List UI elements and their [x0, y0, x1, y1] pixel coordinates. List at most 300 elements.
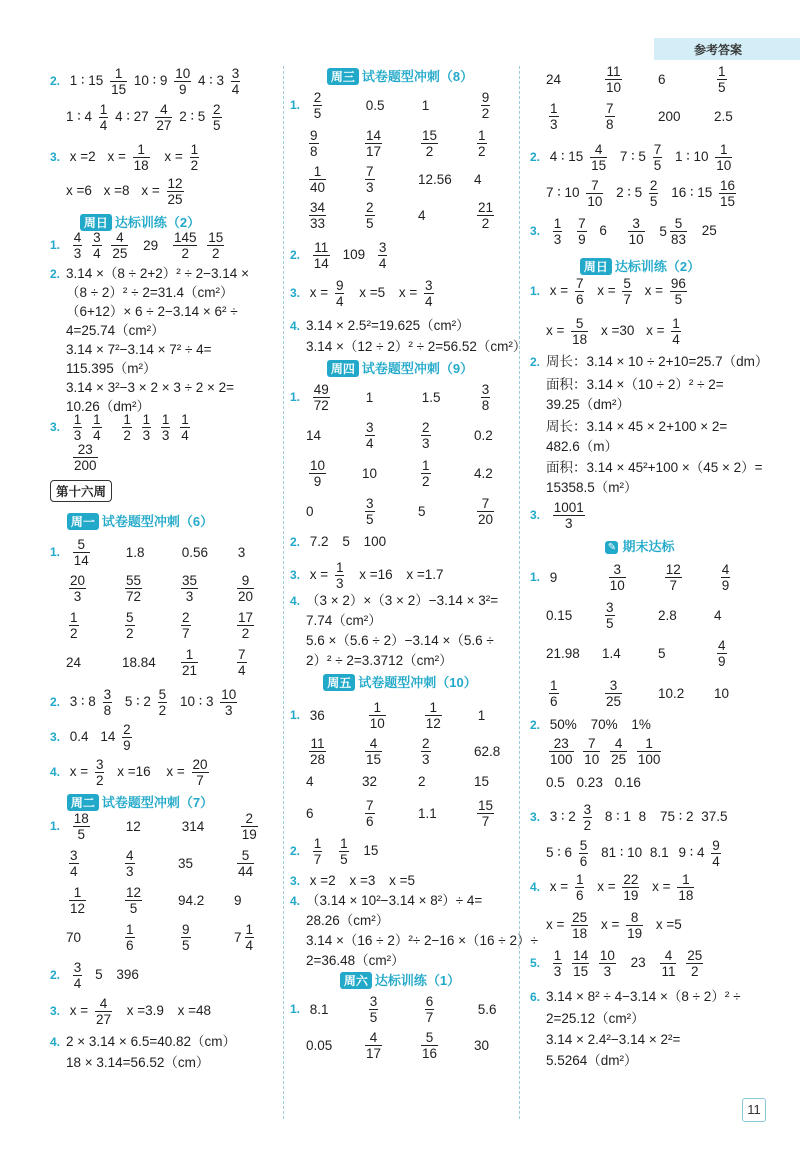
denominator: 5	[718, 80, 726, 95]
value: 12	[125, 819, 141, 834]
numerator: 1	[93, 412, 101, 427]
value: 1.4	[602, 646, 621, 661]
denominator: 10	[716, 158, 732, 173]
calc-line: （8 ÷ 2）² ÷ 2=31.4（cm²）	[66, 285, 234, 300]
numerator: 1	[715, 142, 732, 158]
fraction	[212, 102, 222, 133]
fraction	[122, 412, 132, 443]
answer-row	[66, 922, 290, 953]
answer-cell	[478, 90, 534, 121]
numerator: 1	[553, 948, 562, 963]
numerator: 7	[366, 164, 374, 179]
week-label: 第十六周	[50, 480, 112, 502]
denominator: 6	[550, 694, 558, 709]
fraction	[335, 278, 345, 309]
denominator: 72	[313, 398, 329, 413]
fraction	[721, 562, 731, 593]
fraction	[158, 687, 168, 718]
denominator: 7	[481, 814, 490, 829]
numerator: 5	[623, 276, 631, 291]
day-tag: 周五	[323, 674, 355, 691]
numerator: 9	[481, 90, 490, 105]
fraction	[220, 687, 237, 718]
day-tag: 周日	[80, 214, 112, 231]
equation: x =	[309, 567, 329, 583]
denominator: 5	[313, 106, 322, 121]
value: 0.5	[546, 775, 565, 790]
question-number: 2.	[50, 695, 61, 710]
question-number: 3.	[50, 420, 61, 435]
question-number: 1.	[50, 545, 61, 560]
denominator: 100	[550, 752, 573, 767]
numerator: 4	[95, 996, 112, 1012]
denominator: 4	[73, 976, 82, 991]
fraction	[649, 178, 659, 209]
question-number: 1.	[290, 390, 301, 405]
fraction	[622, 276, 632, 307]
numerator: 2	[182, 610, 190, 625]
value: 25	[701, 223, 717, 239]
equation: x =1.7	[406, 567, 444, 583]
answer-row	[66, 885, 290, 916]
numerator: 3	[103, 687, 112, 702]
answer-line	[530, 216, 717, 247]
numerator: 12	[167, 176, 183, 191]
numerator: 11	[310, 736, 325, 751]
numerator: 12	[665, 562, 681, 577]
fraction	[599, 948, 616, 979]
numerator: 1	[550, 678, 558, 693]
numerator: 1	[637, 736, 662, 752]
answer-line	[546, 736, 664, 767]
denominator: 17	[366, 1046, 382, 1061]
answer-line	[50, 1033, 236, 1051]
answer-cell	[474, 496, 530, 527]
numerator: 20	[70, 573, 86, 588]
numerator: 5	[73, 537, 90, 553]
fraction	[553, 948, 563, 979]
value: 0.23	[576, 775, 603, 790]
answer-row	[546, 678, 770, 709]
fraction	[365, 1030, 382, 1061]
denominator: 2	[478, 144, 486, 159]
numerator: 17	[238, 610, 254, 625]
section-heading	[320, 672, 480, 691]
numerator: 3	[425, 278, 433, 293]
numerator: 3	[583, 802, 592, 817]
denominator: 19	[241, 827, 257, 842]
fraction	[73, 811, 90, 842]
fraction	[237, 647, 247, 678]
numerator: 7	[578, 216, 586, 231]
answer-row	[306, 1030, 530, 1061]
fraction	[711, 838, 721, 869]
equation: x =16	[359, 567, 393, 583]
denominator: 4	[231, 82, 240, 97]
answer-row	[546, 64, 770, 95]
fraction	[605, 600, 615, 631]
value: 109	[342, 247, 366, 263]
denominator: 3	[422, 752, 430, 767]
fraction	[309, 458, 326, 489]
value: 5	[95, 967, 103, 983]
denominator: 18	[572, 332, 588, 347]
numerator: 9	[310, 128, 318, 143]
fraction	[161, 412, 171, 443]
answer-line	[290, 892, 482, 910]
fraction	[421, 736, 431, 767]
fraction	[575, 276, 585, 307]
fraction	[549, 101, 559, 132]
denominator: 15	[111, 82, 127, 97]
answer-line	[50, 960, 139, 991]
equation: x =	[546, 323, 565, 339]
answer-cell	[474, 798, 530, 829]
numerator: 15	[422, 128, 438, 143]
equation: x =6	[66, 183, 92, 199]
numerator: 1	[677, 872, 694, 888]
denominator: 4	[181, 428, 189, 443]
fraction	[181, 922, 191, 953]
ratio: 7 ∶ 10	[546, 185, 580, 201]
denominator: 11	[661, 964, 676, 979]
value: 100	[363, 534, 387, 549]
question-number: 4.	[290, 894, 301, 908]
answer-cell	[306, 128, 362, 159]
answer-line	[50, 687, 240, 718]
fraction	[369, 700, 386, 731]
equation: x =8	[103, 183, 130, 199]
numerator: 25	[687, 948, 703, 963]
value: 1	[477, 708, 486, 723]
fraction	[309, 164, 326, 195]
numerator: 145	[173, 230, 197, 245]
numerator: 2	[366, 200, 374, 215]
fraction	[173, 230, 198, 261]
value: 23	[630, 955, 646, 971]
calc-line: （6+12）× 6 ÷ 2−3.14 × 6² ÷	[66, 304, 238, 319]
section-heading	[320, 66, 480, 85]
numerator: 4	[73, 230, 82, 245]
fraction	[571, 910, 588, 941]
answer-cell	[418, 458, 474, 489]
answer-cell	[66, 573, 122, 604]
value: 4	[306, 773, 314, 789]
fraction	[477, 200, 494, 231]
numerator: 4	[365, 1030, 382, 1046]
answer-line	[546, 910, 682, 941]
fraction	[73, 412, 83, 443]
value: 4	[714, 608, 722, 623]
answer-line	[290, 592, 498, 610]
answer-cell	[70, 537, 126, 568]
answer-cell	[362, 200, 418, 231]
calc-line: 7.74（cm²）	[306, 613, 382, 628]
denominator: 3	[366, 180, 374, 195]
question-number: 3.	[530, 810, 541, 825]
answer-cell	[122, 573, 178, 604]
denominator: 2	[690, 964, 699, 979]
calc-line: 5.5264（dm²）	[546, 1053, 638, 1068]
question-number: 3.	[290, 286, 301, 301]
numerator: 7	[606, 101, 614, 116]
ratio: 1 ∶ 4	[66, 109, 93, 125]
denominator: 4	[335, 294, 344, 309]
answer-cell	[418, 420, 474, 451]
ratio: 1 ∶ 10	[674, 149, 709, 165]
value: 14	[100, 729, 116, 745]
denominator: 27	[156, 118, 172, 133]
fraction	[378, 240, 388, 271]
answer-line	[290, 533, 386, 551]
value: 70%	[590, 717, 618, 732]
calc-line: 2）² ÷ 2=3.3712（cm²）	[306, 653, 453, 668]
fraction	[628, 216, 645, 247]
answer-cell	[70, 811, 126, 842]
denominator: 5	[366, 512, 374, 527]
question-number: 3.	[530, 224, 541, 239]
equation: x =5	[359, 285, 386, 301]
answer-row	[306, 128, 530, 159]
numerator: 4	[718, 638, 726, 653]
denominator: 2	[181, 246, 189, 261]
ratio: 4 ∶ 27	[115, 109, 149, 125]
numerator: 1	[181, 412, 189, 427]
ratio: 8 ∶ 1	[604, 809, 631, 825]
answer-cell	[602, 678, 658, 709]
denominator: 18	[678, 888, 694, 903]
question-number: 3.	[50, 1004, 61, 1019]
answer-line	[50, 265, 249, 283]
question-number: 6.	[530, 990, 541, 1004]
denominator: 4	[672, 332, 680, 347]
ratio: 2 ∶ 5	[616, 185, 643, 201]
answer-cell	[366, 994, 422, 1025]
value: 0.05	[306, 1038, 333, 1053]
denominator: 8	[606, 117, 614, 132]
value: 5	[658, 646, 666, 661]
denominator: 2	[481, 106, 490, 121]
numerator: 3	[609, 562, 626, 578]
denominator: 9	[178, 82, 187, 97]
numerator: 7	[575, 276, 584, 291]
denominator: 15	[720, 194, 736, 209]
numerator: 3	[70, 848, 78, 863]
value: 1	[365, 390, 374, 405]
answer-line	[290, 872, 415, 890]
numerator: 1	[335, 560, 344, 575]
numerator: 1	[309, 164, 326, 180]
calc-line: 4=25.74（cm²）	[66, 323, 165, 338]
value: 62.8	[474, 744, 501, 759]
equation: x =	[644, 283, 664, 299]
equation: x =	[107, 149, 126, 165]
denominator: 2	[583, 818, 592, 833]
denominator: 7	[425, 1010, 434, 1025]
answer-row	[306, 798, 530, 829]
answer-row	[546, 101, 770, 132]
numerator: 15	[478, 798, 494, 813]
fraction	[579, 838, 589, 869]
section-heading	[560, 536, 720, 555]
fraction	[670, 216, 687, 247]
numerator: 1	[550, 101, 558, 116]
numerator: 15	[208, 230, 224, 245]
answer-row	[50, 537, 294, 568]
denominator: 5	[182, 938, 190, 953]
answer-line	[530, 353, 768, 371]
numerator: 3	[366, 420, 374, 435]
calc-line: 15358.5（m²）	[546, 480, 638, 495]
calc-line: 2 × 3.14 × 6.5=40.82（cm）	[66, 1034, 236, 1049]
denominator: 5	[129, 901, 138, 916]
value: 12.56	[418, 172, 452, 187]
ratio: 10 ∶ 3	[179, 694, 214, 710]
value: 200	[658, 109, 681, 124]
fraction	[717, 64, 727, 95]
answer-line	[290, 836, 378, 867]
fraction	[605, 101, 615, 132]
value: 10	[714, 686, 730, 701]
calc-line: 3.14 × 2.5²=19.625（cm²）	[306, 318, 470, 333]
fraction	[167, 176, 184, 207]
numerator: 1	[123, 412, 131, 427]
fraction	[481, 382, 491, 413]
answer-row	[306, 772, 530, 790]
fraction	[245, 922, 255, 953]
denominator: 83	[670, 232, 686, 247]
ratio: 16 ∶ 15	[671, 185, 713, 201]
numerator: 7	[366, 798, 374, 813]
fraction	[69, 885, 86, 916]
value: 2.5	[714, 109, 733, 124]
numerator: 3	[605, 678, 622, 694]
value: 50%	[549, 717, 577, 732]
value: 18.84	[122, 655, 156, 670]
answer-cell	[178, 573, 234, 604]
value: 1%	[631, 717, 651, 732]
denominator: 9	[123, 738, 131, 753]
fraction	[677, 872, 694, 903]
value: 94.2	[178, 893, 205, 908]
numerator: 9	[712, 838, 720, 853]
denominator: 4	[425, 294, 433, 309]
value: 9	[234, 893, 242, 908]
numerator: 3	[366, 496, 374, 511]
ratio: 3 ∶ 2	[549, 809, 576, 825]
question-number: 1.	[50, 238, 61, 253]
question-number: 2.	[50, 267, 61, 281]
denominator: 5	[606, 616, 614, 631]
value: 70	[66, 930, 82, 945]
equation: x =	[164, 149, 183, 165]
equation: x =3	[349, 873, 376, 888]
value: 6	[306, 806, 314, 821]
question-number: 2.	[290, 248, 301, 263]
numerator: 1	[575, 872, 584, 887]
question-number: 2.	[50, 74, 61, 89]
numerator: 2	[313, 90, 322, 105]
ratio: 9 ∶ 4	[678, 845, 705, 861]
numerator: 22	[623, 872, 639, 887]
answer-cell	[602, 600, 658, 631]
denominator: 2	[95, 773, 104, 788]
denominator: 10	[628, 232, 644, 247]
numerator: 3	[95, 757, 104, 772]
denominator: 15	[573, 964, 589, 979]
answer-cell	[362, 1030, 418, 1061]
fraction	[421, 458, 431, 489]
fraction	[421, 420, 431, 451]
numerator: 11	[606, 64, 621, 79]
numerator: 1	[161, 412, 170, 427]
fraction	[626, 910, 643, 941]
denominator: 44	[238, 864, 254, 879]
fraction	[609, 562, 626, 593]
numerator: 35	[182, 573, 198, 588]
answer-line	[290, 317, 470, 335]
equation: x =	[398, 285, 418, 301]
denominator: 14	[73, 553, 89, 568]
numerator: 4	[111, 230, 128, 246]
fraction	[671, 316, 681, 347]
fraction	[69, 610, 79, 641]
fraction	[365, 128, 382, 159]
equation: x =48	[177, 1003, 212, 1019]
numerator: 4	[590, 142, 607, 158]
question-number: 2.	[530, 150, 541, 165]
fraction	[73, 960, 83, 991]
value: 9	[549, 570, 558, 585]
fraction	[622, 872, 639, 903]
fraction	[111, 230, 128, 261]
answer-cell	[606, 562, 662, 593]
denominator: 5	[674, 292, 683, 307]
numerator: 3	[73, 960, 82, 975]
denominator: 6	[575, 292, 584, 307]
denominator: 3	[73, 589, 82, 604]
section-heading	[60, 792, 220, 811]
question-number: 3.	[290, 874, 301, 888]
numerator: 5	[421, 1030, 438, 1046]
question-number: 3.	[530, 508, 541, 523]
answer-cell	[718, 562, 774, 593]
numerator: 5	[670, 216, 687, 232]
answer-cell	[306, 164, 362, 195]
answer-cell	[178, 610, 234, 641]
numerator: 7	[586, 178, 603, 194]
numerator: 1	[369, 700, 386, 716]
section-title: 试卷题型冲刺（9）	[361, 361, 474, 376]
numerator: 4	[721, 562, 730, 577]
answer-row	[66, 573, 290, 604]
numerator: 1	[478, 128, 486, 143]
denominator: 5	[649, 194, 658, 209]
answer-cell	[366, 700, 422, 731]
denominator: 4	[245, 938, 254, 953]
answer-cell	[234, 573, 290, 604]
fraction	[586, 178, 603, 209]
answer-cell	[310, 382, 366, 413]
answer-cell	[66, 885, 122, 916]
fraction	[605, 64, 622, 95]
denominator: 2	[123, 428, 131, 443]
answer-line	[530, 500, 588, 531]
value: 24	[546, 72, 562, 87]
fraction	[92, 412, 102, 443]
denominator: 18	[572, 926, 588, 941]
denominator: 7	[623, 292, 631, 307]
